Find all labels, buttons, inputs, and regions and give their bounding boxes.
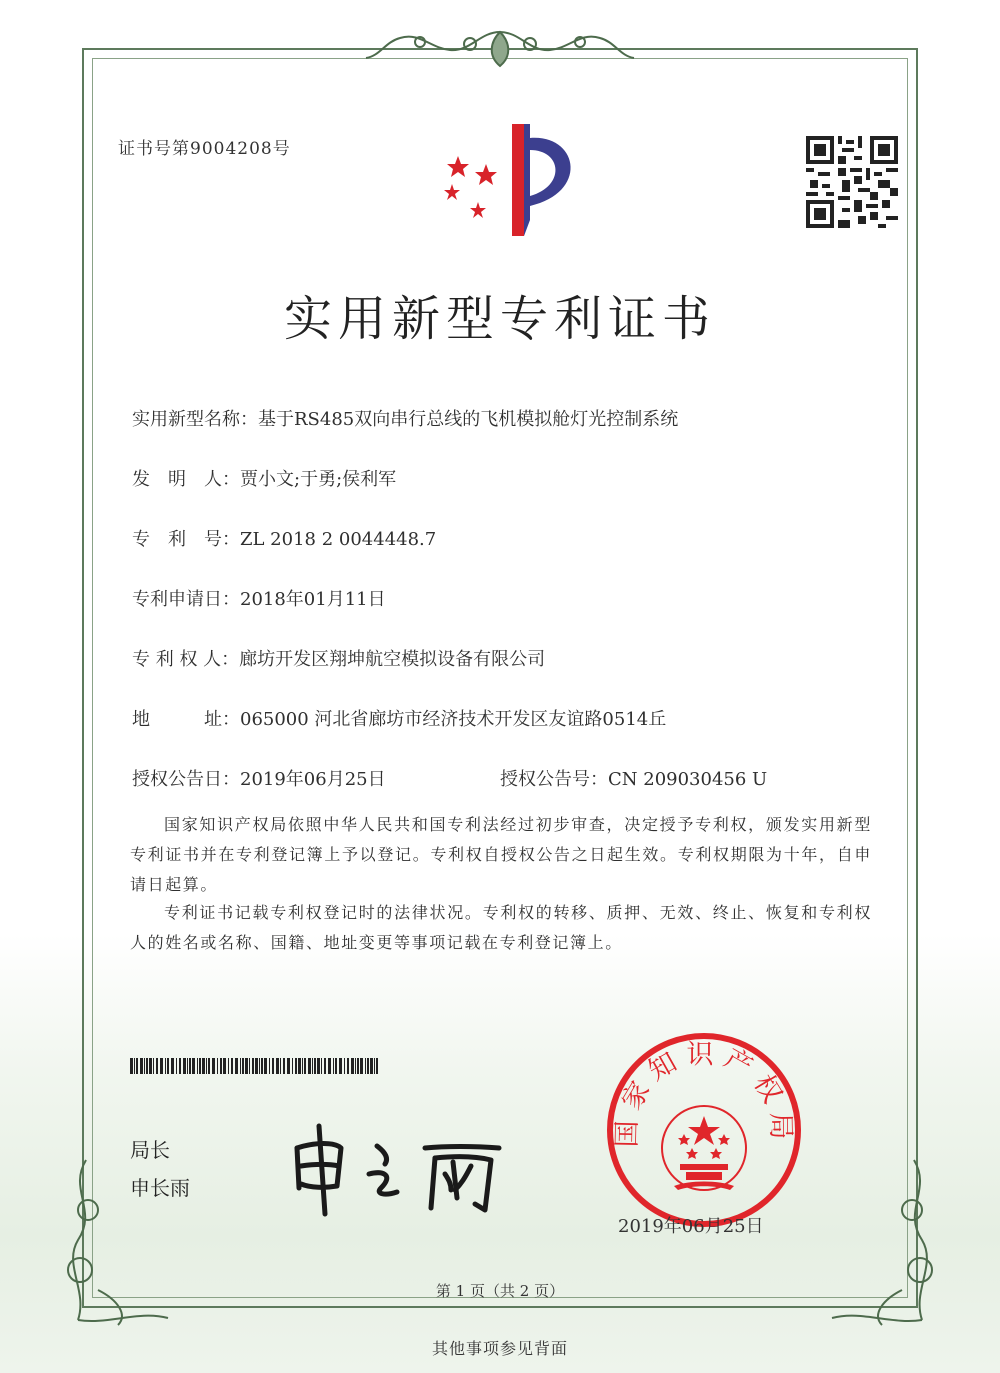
utility-model-name-value: 基于RS485双向串行总线的飞机模拟舱灯光控制系统 — [258, 409, 679, 430]
bottom-right-ornament — [822, 1150, 942, 1330]
official-seal — [604, 1030, 804, 1230]
barcode-bar — [179, 1058, 181, 1074]
barcode-bar — [259, 1058, 260, 1074]
barcode-bar — [183, 1058, 186, 1074]
field-announce-date — [132, 765, 386, 791]
barcode-bar — [171, 1058, 174, 1074]
barcode-bar — [149, 1058, 152, 1074]
seal-date: 2019年06月25日 — [618, 1216, 764, 1237]
barcode-bar — [328, 1058, 331, 1074]
barcode-bar — [192, 1058, 195, 1074]
paragraph-grant-statement: 国家知识产权局依照中华人民共和国专利法经过初步审查，决定授予专利权，颁发实用新型专利证书并在专利登记簿上予以登记。专利权自授权公告之日起生效。专利权期限为十年，自申请日起算。 — [130, 815, 872, 894]
barcode-bar — [347, 1058, 349, 1074]
handwritten-signature — [285, 1118, 515, 1218]
barcode-bar — [220, 1058, 222, 1074]
barcode-bar — [360, 1058, 363, 1074]
inventor-value: 贾小文;于勇;侯利军 — [240, 469, 397, 490]
barcode-bar — [130, 1058, 133, 1074]
barcode-bar — [242, 1058, 244, 1074]
barcode-bar — [339, 1058, 342, 1074]
field-patent-no — [132, 525, 436, 551]
top-ornament — [360, 22, 640, 74]
barcode-bar — [280, 1058, 281, 1074]
barcode-bar — [367, 1058, 369, 1074]
barcode-bar — [228, 1058, 229, 1074]
cnipa-logo-icon — [438, 120, 598, 240]
certificate-title: 实用新型专利证书 — [283, 291, 716, 347]
barcode-bar — [212, 1058, 215, 1074]
barcode-bar — [153, 1058, 154, 1074]
barcode-bar — [208, 1058, 210, 1074]
barcode-bar — [283, 1058, 285, 1074]
inventor-label: 发 明 人： — [132, 469, 240, 490]
barcode-bar — [187, 1058, 188, 1074]
barcode-bar — [302, 1058, 303, 1074]
patent-no-value: ZL 2018 2 0044448.7 — [240, 529, 437, 550]
address-value: 065000 河北省廊坊市经济技术开发区友谊路0514丘 — [240, 709, 667, 730]
barcode-bar — [156, 1058, 158, 1074]
paragraph-legal-status: 专利证书记载专利权登记时的法律状况。专利权的转移、质押、无效、终止、恢复和专利权人的姓名或名称、国籍、地址变更等事项记载在专利登记簿上。 — [130, 903, 872, 952]
barcode-bar — [276, 1058, 279, 1074]
barcode-bar — [144, 1058, 145, 1074]
barcode-bar — [189, 1058, 191, 1074]
barcode-bar — [272, 1058, 274, 1074]
signatory-title: 局长 — [130, 1138, 170, 1162]
patent-no-label: 专 利 号： — [132, 529, 240, 550]
barcode-bar — [245, 1058, 248, 1074]
barcode-bar — [308, 1058, 311, 1074]
barcode-bar — [295, 1058, 297, 1074]
barcode-bar — [217, 1058, 218, 1074]
patentee-label: 专 利 权 人： — [132, 649, 240, 670]
barcode-bar — [223, 1058, 226, 1074]
barcode-bar — [269, 1058, 270, 1074]
barcode-bar — [351, 1058, 354, 1074]
barcode-bar — [357, 1058, 359, 1074]
field-announce-no — [500, 765, 767, 791]
barcode-bar — [324, 1058, 326, 1074]
barcode-bar — [140, 1058, 143, 1074]
barcode-bar — [287, 1058, 290, 1074]
barcode-bar — [160, 1058, 163, 1074]
barcode-bar — [167, 1058, 169, 1074]
barcode-bar — [292, 1058, 293, 1074]
barcode-bar — [176, 1058, 177, 1074]
announce-no-value: CN 209030456 U — [608, 769, 768, 790]
page-number: 第 1 页（共 2 页） — [435, 1282, 565, 1300]
barcode-bar — [355, 1058, 356, 1074]
barcode-bar — [136, 1058, 138, 1074]
barcode-bar — [134, 1058, 135, 1074]
barcode-bar — [202, 1058, 205, 1074]
barcode-bar — [235, 1058, 238, 1074]
barcode-bar — [333, 1058, 334, 1074]
barcode-bar — [249, 1058, 250, 1074]
barcode-bar — [321, 1058, 322, 1074]
barcode-bar — [344, 1058, 345, 1074]
barcode-bar — [197, 1058, 198, 1074]
barcode-bar — [252, 1058, 254, 1074]
announce-no-label: 授权公告号： — [500, 769, 608, 790]
signatory-name: 申长雨 — [130, 1176, 190, 1200]
barcode-bar — [199, 1058, 201, 1074]
qr-code — [806, 136, 898, 228]
filing-date-value: 2018年01月11日 — [240, 589, 386, 610]
barcode-bar — [165, 1058, 166, 1074]
utility-model-name-label: 实用新型名称： — [132, 409, 258, 430]
address-label: 地 址： — [132, 709, 240, 730]
announce-date-value: 2019年06月25日 — [240, 769, 386, 790]
barcode-bar — [376, 1058, 378, 1074]
barcode — [130, 1058, 380, 1074]
barcode-bar — [261, 1058, 263, 1074]
field-address — [132, 705, 666, 731]
barcode-bar — [255, 1058, 258, 1074]
filing-date-label: 专利申请日： — [132, 589, 240, 610]
barcode-bar — [335, 1058, 337, 1074]
seal-text: 国家知识产权局 — [611, 1039, 797, 1148]
barcode-bar — [298, 1058, 301, 1074]
barcode-bar — [317, 1058, 320, 1074]
barcode-bar — [231, 1058, 233, 1074]
field-utility-model-name — [132, 405, 678, 431]
barcode-bar — [370, 1058, 373, 1074]
barcode-bar — [304, 1058, 306, 1074]
field-filing-date — [132, 585, 386, 611]
barcode-bar — [365, 1058, 366, 1074]
announce-date-label: 授权公告日： — [132, 769, 240, 790]
footer-note: 其他事项参见背面 — [431, 1339, 568, 1358]
barcode-bar — [206, 1058, 207, 1074]
barcode-bar — [240, 1058, 241, 1074]
field-inventor — [132, 465, 396, 491]
barcode-bar — [374, 1058, 375, 1074]
barcode-bar — [146, 1058, 148, 1074]
patentee-value: 廊坊开发区翔坤航空模拟设备有限公司 — [239, 649, 546, 670]
barcode-bar — [312, 1058, 313, 1074]
barcode-bar — [314, 1058, 316, 1074]
barcode-bar — [264, 1058, 267, 1074]
field-patentee — [132, 645, 545, 671]
certificate-number: 证书号第9004208号 — [118, 139, 291, 159]
